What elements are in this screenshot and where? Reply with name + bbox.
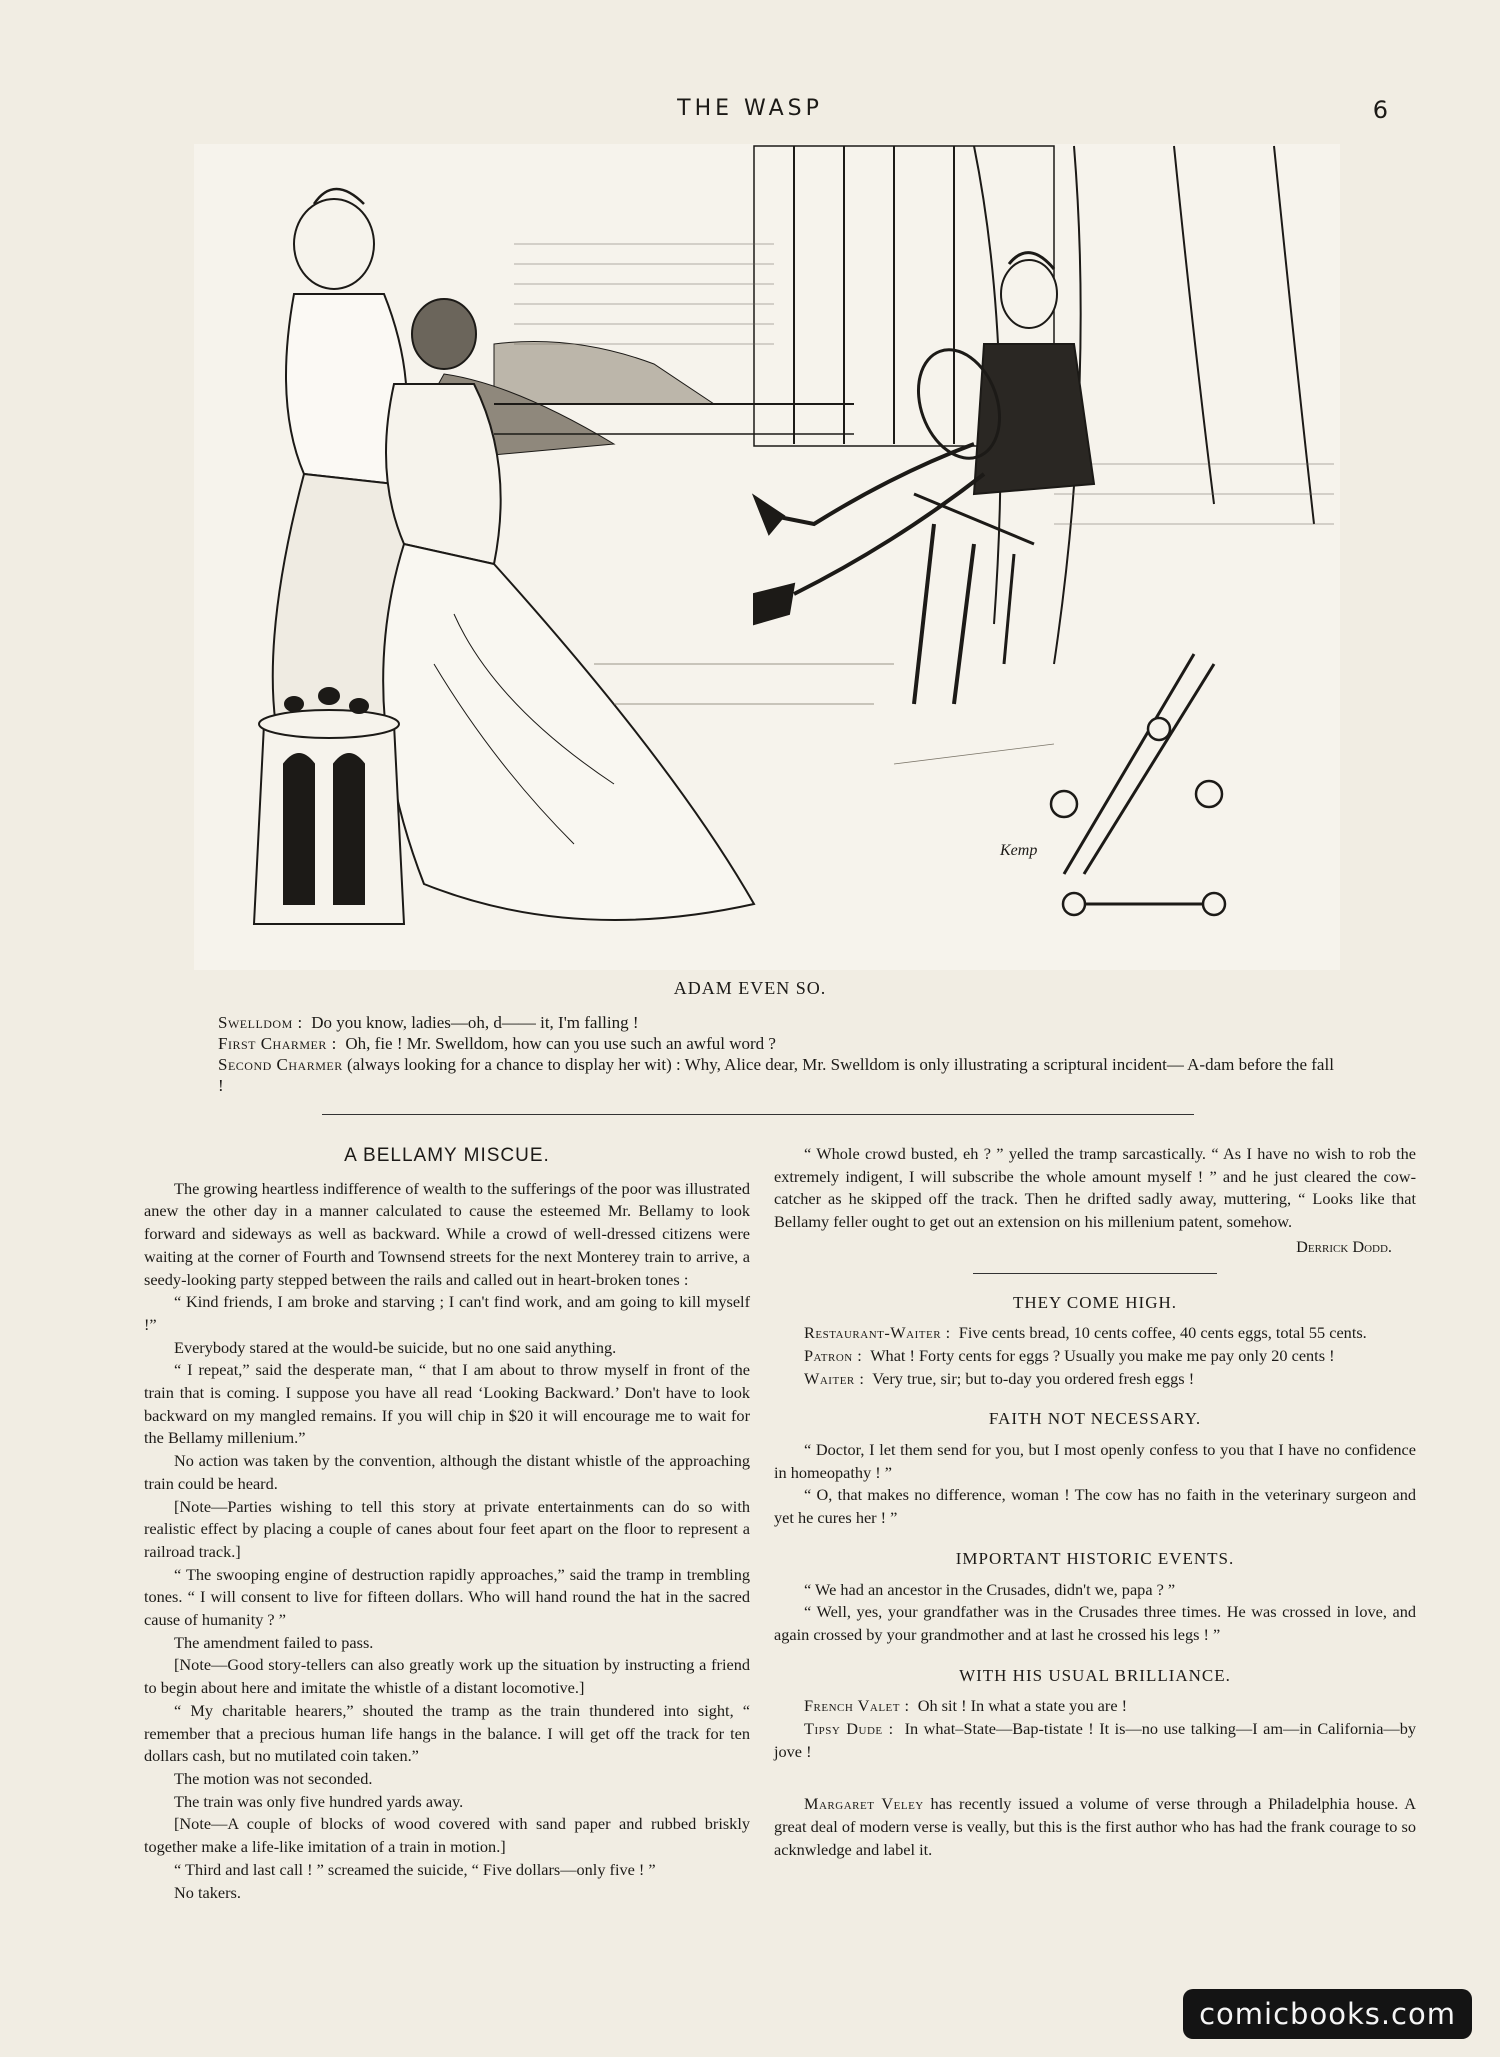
article-paragraph: “ My charitable hearers,” shouted the tramp as the train thundered into sight, “ remember that a precious human life hangs in the balance. I will get off the track for ten dollars cash, but no mutilated coin taken.” xyxy=(144,1700,750,1766)
dialogue-line xyxy=(774,1345,1416,1368)
speech-text: Oh sit ! In what a state you are ! xyxy=(917,1696,1128,1716)
article-paragraph: [Note—A couple of blocks of wood covered with sand paper and rubbed briskly together make a life-like imitation of a train in motion.] xyxy=(144,1814,750,1857)
article-paragraph: “ Kind friends, I am broke and starving ; I can't find work, and am going to kill myself !” xyxy=(144,1292,750,1334)
article-paragraph xyxy=(774,1793,1416,1861)
dialogue-line xyxy=(774,1368,1416,1391)
cartoon-illustration xyxy=(194,144,1340,970)
speaker-name: Tipsy Dude : xyxy=(804,1719,894,1739)
dialogue-line xyxy=(774,1322,1416,1345)
speaker-name: French Valet : xyxy=(804,1696,910,1716)
speaker-name: Swelldom : xyxy=(218,1013,303,1032)
speaker-name: First Charmer : xyxy=(218,1034,337,1053)
article-paragraph: “ We had an ancestor in the Crusades, didn't we, papa ? ” xyxy=(804,1579,1176,1599)
cartoon-caption xyxy=(180,1012,1340,1096)
caption-line xyxy=(180,1012,1340,1033)
article-paragraph: No action was taken by the convention, although the distant whistle of the approaching train could be heard. xyxy=(144,1451,750,1493)
speaker-name: Restaurant-Waiter : xyxy=(804,1323,951,1343)
speech-text: Do you know, ladies—oh, d—— it, I'm falling ! xyxy=(311,1013,639,1032)
masthead: THE WASP xyxy=(677,96,823,121)
speaker-name: Waiter : xyxy=(804,1368,865,1388)
article-title: WITH HIS USUAL BRILLIANCE. xyxy=(959,1665,1231,1685)
speech-text: (always looking for a chance to display her wit) : Why, Alice dear, Mr. Swelldom is only illustrating a scriptural incident— A-dam before the fall ! xyxy=(218,1055,1334,1095)
speech-text: What ! Forty cents for eggs ? Usually you make me pay only 20 cents ! xyxy=(870,1345,1335,1365)
artist-signature: Kemp xyxy=(1000,842,1038,859)
left-column xyxy=(144,1143,750,1904)
speech-text: In what–State—Bap-tistate ! It is—no use talking—I am—in California—by jove ! xyxy=(774,1719,1416,1761)
author-signature: Derrick Dodd. xyxy=(1296,1236,1392,1256)
dialogue-line xyxy=(774,1695,1416,1718)
speaker-name: Patron : xyxy=(804,1345,863,1365)
cartoon-title: ADAM EVEN SO. xyxy=(673,978,827,998)
article-paragraph: [Note—Good story-tellers can also greatly work up the situation by instructing a friend to begin about here and imitate the whistle of a distant locomotive.] xyxy=(144,1655,750,1698)
right-column xyxy=(774,1143,1416,1862)
article-paragraph: “ Third and last call ! ” screamed the suicide, “ Five dollars—only five ! ” xyxy=(174,1859,656,1879)
speech-text: Very true, sir; but to-day you ordered fresh eggs ! xyxy=(872,1368,1195,1388)
speech-text: Oh, fie ! Mr. Swelldom, how can you use such an awful word ? xyxy=(345,1034,776,1053)
speaker-name: Second Charmer xyxy=(218,1055,343,1074)
article-paragraph: The motion was not seconded. xyxy=(174,1768,373,1788)
speech-text: Five cents bread, 10 cents coffee, 40 cents eggs, total 55 cents. xyxy=(958,1323,1367,1343)
article-paragraph: “ Whole crowd busted, eh ? ” yelled the tramp sarcastically. “ As I have no wish to rob the extremely indigent, I will subscribe the whole amount myself ! ” and he just cleared the cow-catcher as he skipped off the track. Then he drifted sadly away, muttering, “ Looks like that Bellamy feller ought to get out an extension on his millenium patent, somehow. xyxy=(774,1144,1416,1232)
article-paragraph: No takers. xyxy=(174,1882,241,1902)
dialogue-line xyxy=(774,1718,1416,1763)
article-paragraph: “ Doctor, I let them send for you, but I most openly confess to you that I have no confidence in homeopathy ! ” xyxy=(774,1440,1416,1482)
caption-line xyxy=(180,1033,1340,1054)
site-watermark: comicbooks.com xyxy=(1183,1989,1472,2039)
caption-line xyxy=(180,1054,1340,1096)
article-paragraph: The train was only five hundred yards away. xyxy=(174,1791,464,1811)
article-paragraph: “ The swooping engine of destruction rapidly approaches,” said the tramp in trembling tones. “ I will consent to live for fifteen dollars. Who will hand round the hat in the sacred cause of humanity ? ” xyxy=(144,1564,750,1630)
article-title: THEY COME HIGH. xyxy=(1012,1292,1178,1312)
article-title: IMPORTANT HISTORIC EVENTS. xyxy=(955,1548,1235,1568)
section-divider xyxy=(322,1114,1194,1115)
article-title: FAITH NOT NECESSARY. xyxy=(988,1409,1202,1429)
article-paragraph: “ O, that makes no difference, woman ! The cow has no faith in the veterinary surgeon and yet he cures her ! ” xyxy=(774,1485,1416,1528)
article-paragraph: “ I repeat,” said the desperate man, “ that I am about to throw myself in front of the train that is coming. I suppose you have all read ‘Looking Backward.’ Don't have to look backward on my mangled remains. If you will chip in $20 it will encourage me to wait for the Bellamy millenium.” xyxy=(144,1360,750,1448)
article-paragraph: “ Well, yes, your grandfather was in the Crusades three times. He was crossed in love, and again crossed by your grandmother and at last he crossed his legs ! ” xyxy=(774,1602,1416,1644)
paragraph-text: has recently issued a volume of verse through a Philadelphia house. A great deal of modern verse is veally, but this is the first author who has had the frank courage to so acknwledge and label it. xyxy=(774,1794,1417,1859)
article-paragraph: The growing heartless indifference of wealth to the sufferings of the poor was illustrated anew the other day in a manner calculated to cause the esteemed Mr. Bellamy to look forward and sideways as well as backward. While a crowd of well-dressed citizens were waiting at the corner of Fourth and Townsend streets for the next Monterey train to arrive, a seedy-looking party stepped between the rails and called out in heart-broken tones : xyxy=(144,1178,750,1289)
article-paragraph: The amendment failed to pass. xyxy=(174,1632,374,1652)
short-divider xyxy=(973,1273,1217,1274)
author-name: Margaret Veley xyxy=(804,1794,924,1814)
article-paragraph: Everybody stared at the would-be suicide, but no one said anything. xyxy=(174,1337,617,1357)
page-number: 6 xyxy=(1372,96,1388,124)
article-paragraph: [Note—Parties wishing to tell this story at private entertainments can do so with realistic effect by placing a couple of canes about four feet apart on the floor to represent a railroad track.] xyxy=(144,1496,750,1561)
article-title: A BELLAMY MISCUE. xyxy=(344,1145,550,1166)
